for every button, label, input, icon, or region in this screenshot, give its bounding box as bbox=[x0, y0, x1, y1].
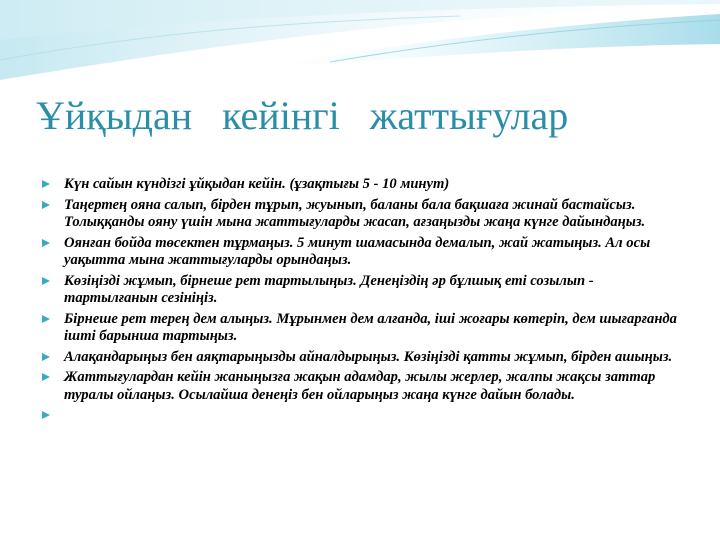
list-item-text: Таңертең ояна салып, бірден тұрып, жуынып, баланы бала бақшаға жинай бастайсыз. Толыққанды ояну үшін мына жаттығуларды жасап, ағзаңызды жаңа күнге дайындаңыз. bbox=[64, 196, 646, 230]
list-item bbox=[40, 311, 680, 346]
list-item bbox=[40, 235, 680, 270]
bullet-list bbox=[40, 176, 680, 407]
list-item-text: Оянған бойда төсектен тұрмаңыз. 5 минут шамасында демалып, жай жатыңыз. Ал осы уақытта мына жаттығуларды орындаңыз. bbox=[64, 234, 651, 268]
list-item bbox=[40, 369, 680, 404]
list-item-text: Бірнеше рет терең дем алыңыз. Мұрынмен дем алғанда, іші жоғары көтеріп, дем шығарғанда ішті барынша тартыңыз. bbox=[64, 310, 677, 344]
list-item-text: Алақандарыңыз бен аяқтарыңызды айналдырыңыз. Көзіңізді қатты жұмып, бірден ашыңыз. bbox=[64, 348, 673, 365]
bullet-icon bbox=[42, 201, 52, 211]
list-item bbox=[40, 273, 680, 308]
bullet-icon bbox=[42, 411, 52, 421]
list-item-text: Жаттығулардан кейін жаныңызға жақын адамдар, жылы жерлер, жалпы жақсы заттар туралы ойлаңыз. Осылайша денеңіз бен ойларыңыз жаңа күнге дайын болады. bbox=[64, 369, 656, 403]
list-item bbox=[40, 176, 680, 194]
bullet-icon bbox=[42, 277, 52, 287]
list-item bbox=[40, 349, 680, 367]
list-item bbox=[40, 197, 680, 232]
list-item-text: Күн сайын күндізгі ұйқыдан кейін. (ұзақтығы 5 - 10 минут) bbox=[64, 176, 450, 192]
slide-title: Ұйқыдан кейінгі жаттығулар bbox=[36, 93, 569, 138]
list-item-text: Көзіңізді жұмып, бірнеше рет тартылыңыз. Денеңіздің әр бұлшық еті созылып - тартылғанын сезініңіз. bbox=[64, 272, 594, 306]
bullet-icon bbox=[42, 239, 52, 249]
bullet-icon bbox=[42, 180, 52, 190]
bullet-icon bbox=[42, 315, 52, 325]
bullet-icon bbox=[42, 353, 52, 363]
bullet-icon bbox=[42, 373, 52, 383]
